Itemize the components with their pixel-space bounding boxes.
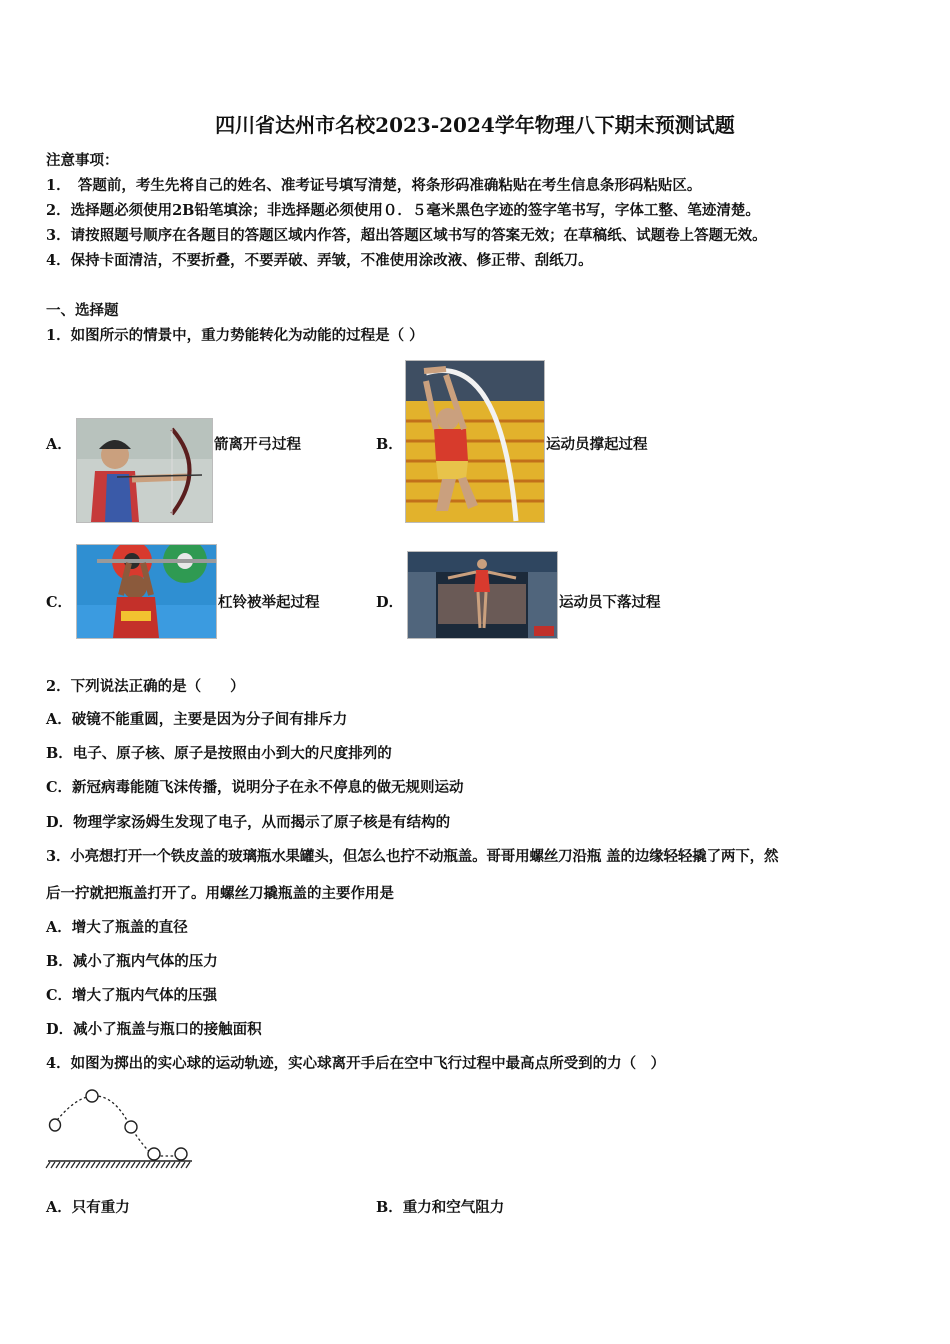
archer-photo (76, 418, 213, 523)
question-2-option: A．破镜不能重圆，主要是因为分子间有排斥力 (46, 711, 348, 728)
option-letter-b: B． (376, 436, 403, 453)
option-caption-d: 运动员下落过程 (559, 594, 661, 611)
question-2-option: C．新冠病毒能随飞沫传播，说明分子在永不停息的做无规则运动 (46, 779, 464, 796)
question-4-option: B．重力和空气阻力 (376, 1199, 505, 1216)
notice-item: 1． 答题前，考生先将自己的姓名、准考证号填写清楚，将条形码准确粘贴在考生信息条形码粘贴区。 (46, 177, 702, 194)
question-4-stem: 4．如图为掷出的实心球的运动轨迹，实心球离开手后在空中飞行过程中最高点所受到的力（ ） (46, 1055, 666, 1072)
question-2-stem: 2．下列说法正确的是（ ） (46, 678, 245, 695)
question-2-option: D．物理学家汤姆生发现了电子，从而揭示了原子核是有结构的 (46, 814, 451, 831)
question-3-option: A．增大了瓶盖的直径 (46, 919, 188, 936)
pole-vaulter-photo (405, 360, 545, 523)
question-3-option: B．减小了瓶内气体的压力 (46, 953, 218, 970)
question-3-option: C．增大了瓶内气体的压强 (46, 987, 218, 1004)
question-4-option: A．只有重力 (46, 1199, 130, 1216)
option-caption-c: 杠铃被举起过程 (218, 594, 320, 611)
question-3-option: D．减小了瓶盖与瓶口的接触面积 (46, 1021, 262, 1038)
notice-item: 2．选择题必须使用2B铅笔填涂；非选择题必须使用０．５毫米黑色字迹的签字笔书写，字体工整、笔迹清楚。 (46, 202, 760, 219)
section-heading: 一、选择题 (46, 302, 119, 319)
trampoline-photo (407, 551, 558, 639)
ball-trajectory-diagram (44, 1086, 194, 1172)
option-letter-a: A． (46, 436, 72, 453)
question-2-option: B．电子、原子核、原子是按照由小到大的尺度排列的 (46, 745, 392, 762)
notice-heading: 注意事项： (46, 152, 119, 169)
question-1-stem: 1．如图所示的情景中，重力势能转化为动能的过程是（ ） (46, 327, 424, 344)
weightlifter-photo (76, 544, 217, 639)
option-letter-d: D． (376, 594, 404, 611)
notice-item: 3．请按照题号顺序在各题目的答题区域内作答，超出答题区域书写的答案无效；在草稿纸、试题卷上答题无效。 (46, 227, 767, 244)
option-caption-b: 运动员撑起过程 (546, 436, 648, 453)
option-letter-c: C． (46, 594, 73, 611)
page-title: 四川省达州市名校2023-2024学年物理八下期末预测试题 (215, 113, 735, 137)
notice-item: 4．保持卡面清洁，不要折叠，不要弄破、弄皱，不准使用涂改液、修正带、刮纸刀。 (46, 252, 593, 269)
question-3-stem-line-1: 3．小亮想打开一个铁皮盖的玻璃瓶水果罐头，但怎么也拧不动瓶盖。哥哥用螺丝刀沿瓶 盖的边缘轻轻撬了两下，然 (46, 848, 779, 865)
option-caption-a: 箭离开弓过程 (214, 436, 301, 453)
question-3-stem-line-2: 后一拧就把瓶盖打开了。用螺丝刀撬瓶盖的主要作用是 (46, 885, 394, 902)
